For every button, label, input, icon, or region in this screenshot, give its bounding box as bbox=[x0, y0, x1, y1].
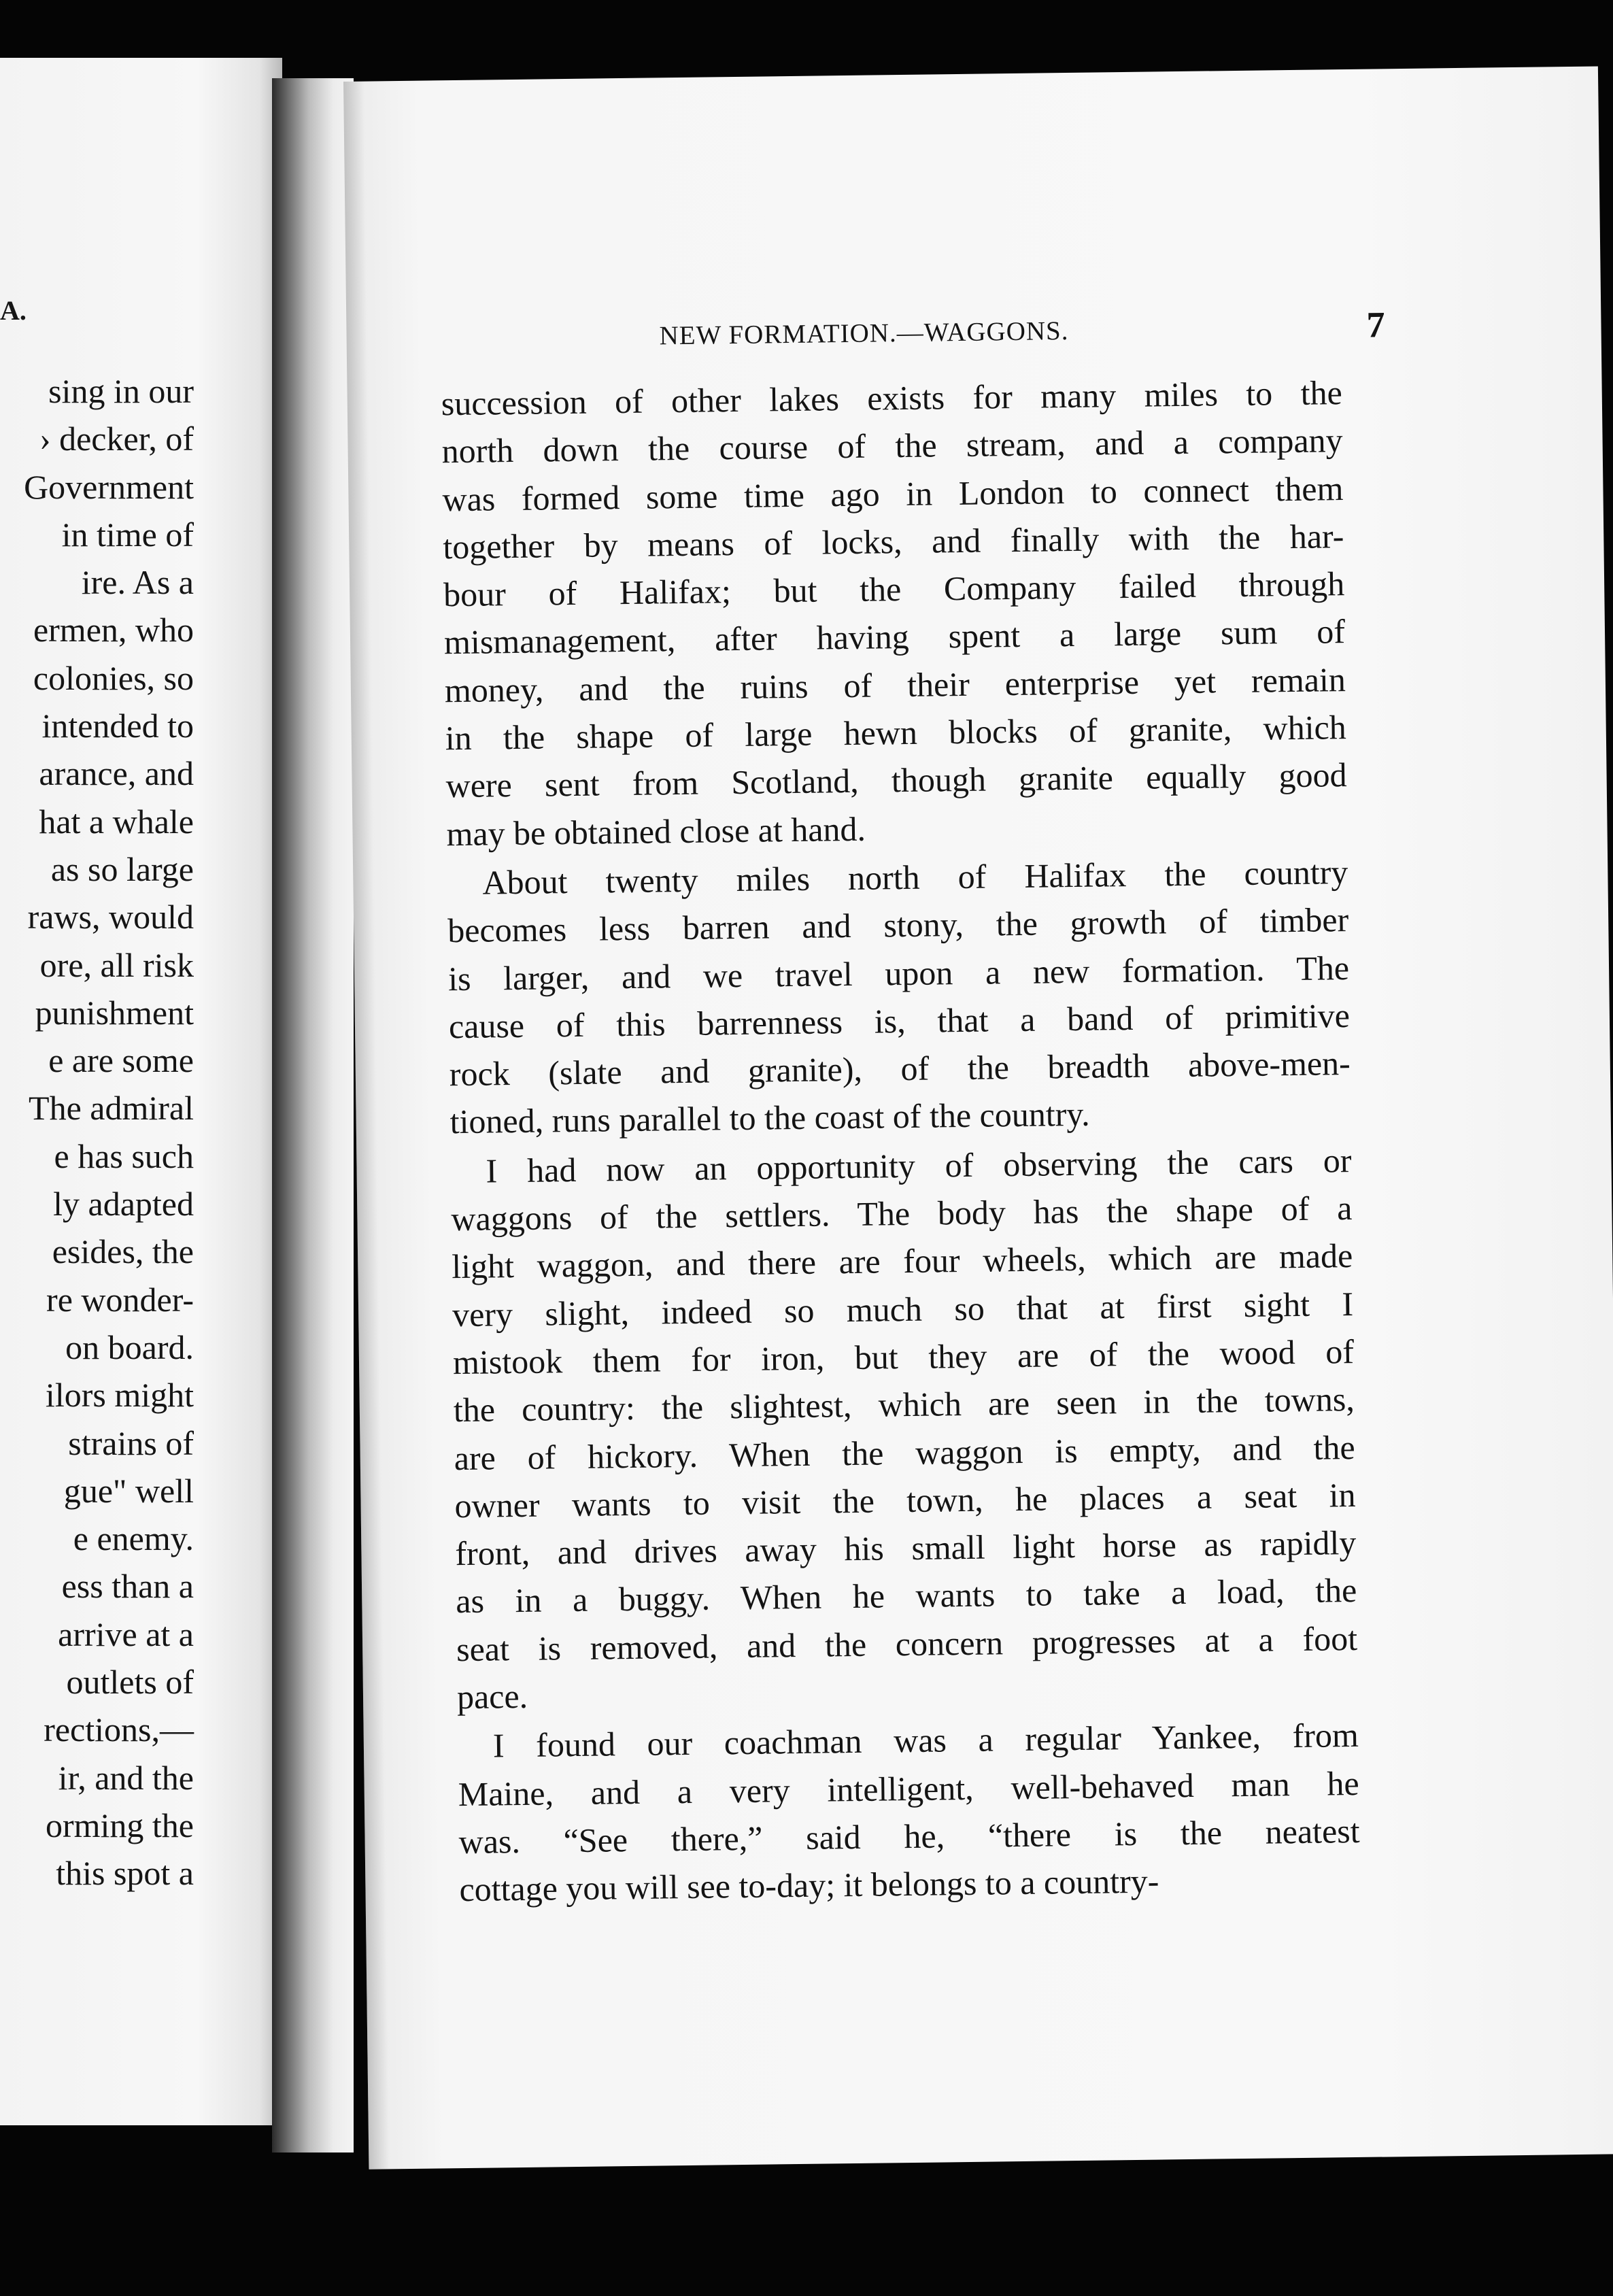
paragraph bbox=[447, 848, 1351, 1146]
text-line: Maine, and a very intelligent, well-behaved man he bbox=[458, 1763, 1360, 1813]
left-page-line: orming the bbox=[45, 1806, 194, 1844]
left-page-line: punishment bbox=[35, 993, 194, 1032]
text-line: About twenty miles north of Halifax the country bbox=[482, 853, 1348, 902]
text-line: bour of Halifax; but the Company failed through bbox=[443, 564, 1345, 614]
left-page-line: Government bbox=[24, 467, 194, 506]
text-line: pace. bbox=[456, 1676, 528, 1717]
text-line: I had now an opportunity of observing the cars or bbox=[486, 1141, 1352, 1190]
left-page-line: raws, would bbox=[27, 898, 194, 936]
left-page-line: › decker, of bbox=[39, 420, 194, 458]
running-head bbox=[659, 300, 1613, 351]
left-page-line: esides, the bbox=[52, 1232, 194, 1271]
text-line: money, and the ruins of their enterprise yet remain bbox=[444, 660, 1346, 710]
text-line: light waggon, and there are four wheels, which are made bbox=[451, 1236, 1353, 1286]
left-page-line: ir, and the bbox=[58, 1758, 194, 1797]
left-page-line: e are some bbox=[48, 1041, 194, 1080]
paragraph bbox=[450, 1136, 1358, 1721]
book-spine bbox=[272, 78, 354, 2152]
text-line: may be obtained close at hand. bbox=[446, 809, 866, 853]
left-page bbox=[0, 58, 282, 2125]
text-line: cottage you will see to-day; it belongs to a country- bbox=[459, 1861, 1159, 1909]
text-line: was. “See there,” said he, “there is the neatest bbox=[458, 1811, 1360, 1861]
left-page-line: ilors might bbox=[45, 1376, 194, 1415]
left-page-line: ly adapted bbox=[53, 1185, 194, 1223]
left-page-line: e has such bbox=[54, 1136, 194, 1175]
left-page-line: arrive at a bbox=[58, 1615, 194, 1653]
left-page-line: The admiral bbox=[29, 1089, 194, 1128]
text-line: as in a buggy. When he wants to take a load, the bbox=[455, 1571, 1357, 1621]
text-line: succession of other lakes exists for many miles to the bbox=[441, 373, 1343, 423]
left-page-line: colonies, so bbox=[33, 658, 194, 697]
left-page-line: ire. As a bbox=[81, 563, 194, 602]
text-line: the country: the slightest, which are seen in the towns, bbox=[453, 1380, 1355, 1430]
text-line: together by means of locks, and finally with the har- bbox=[443, 516, 1344, 567]
right-page bbox=[343, 66, 1613, 2169]
left-page-line: ess than a bbox=[61, 1567, 194, 1606]
left-page-line: ermen, who bbox=[33, 611, 194, 649]
text-line: were sent from Scotland, though granite equally good bbox=[445, 756, 1347, 805]
left-page-line: rections,— bbox=[44, 1710, 194, 1749]
text-line: rock (slate and granite), of the breadth above-men- bbox=[449, 1044, 1351, 1094]
left-page-line: re wonder- bbox=[46, 1280, 194, 1319]
page-number: 7 bbox=[1366, 304, 1385, 345]
left-page-line: intended to bbox=[41, 707, 194, 745]
text-line: front, and drives away his small light horse as rapidly bbox=[455, 1523, 1357, 1573]
paragraph bbox=[441, 369, 1347, 858]
left-page-line: hat a whale bbox=[39, 802, 194, 841]
left-page-line: outlets of bbox=[66, 1663, 194, 1702]
text-line: are of hickory. When the waggon is empty, and the bbox=[454, 1428, 1355, 1477]
left-page-line: gue" well bbox=[63, 1471, 194, 1510]
text-line: is larger, and we travel upon a new formation. The bbox=[447, 948, 1350, 998]
left-page-line: strains of bbox=[68, 1423, 194, 1462]
text-line: cause of this barrenness is, that a band of primitive bbox=[448, 996, 1351, 1046]
running-head-title: NEW FORMATION.—WAGGONS. bbox=[659, 316, 1069, 351]
text-line: was formed some time ago in London to connect them bbox=[442, 469, 1344, 518]
text-line: north down the course of the stream, and a company bbox=[441, 421, 1343, 471]
text-line: waggons of the settlers. The body has the shape of a bbox=[451, 1189, 1353, 1238]
left-page-line: ore, all risk bbox=[39, 945, 194, 984]
text-line: tioned, runs parallel to the coast of the country. bbox=[449, 1095, 1090, 1141]
left-page-line: arance, and bbox=[39, 754, 194, 793]
text-line: becomes less barren and stony, the growth of timber bbox=[447, 900, 1349, 950]
left-page-text bbox=[0, 367, 194, 1897]
text-line: seat is removed, and the concern progresses at a foot bbox=[456, 1619, 1358, 1668]
left-page-header: A. bbox=[0, 295, 27, 326]
text-line: in the shape of large hewn blocks of granite, which bbox=[445, 708, 1347, 758]
left-page-line: in time of bbox=[61, 515, 194, 554]
left-page-line: on board. bbox=[65, 1328, 194, 1366]
left-page-line: this spot a bbox=[56, 1854, 194, 1893]
text-line: mistook them for iron, but they are of the wood of bbox=[452, 1332, 1355, 1382]
text-line: very slight, indeed so much so that at first sight I bbox=[452, 1284, 1354, 1334]
paragraph bbox=[457, 1711, 1360, 1913]
left-page-line: e enemy. bbox=[73, 1519, 194, 1558]
body-text bbox=[441, 369, 1360, 1914]
text-line: I found our coachman was a regular Yankee, from bbox=[492, 1716, 1359, 1765]
text-line: owner wants to visit the town, he places a seat in bbox=[454, 1475, 1356, 1525]
left-page-line: as so large bbox=[50, 849, 194, 888]
left-page-line: sing in our bbox=[48, 372, 194, 410]
text-line: mismanagement, after having spent a large sum of bbox=[443, 612, 1346, 662]
